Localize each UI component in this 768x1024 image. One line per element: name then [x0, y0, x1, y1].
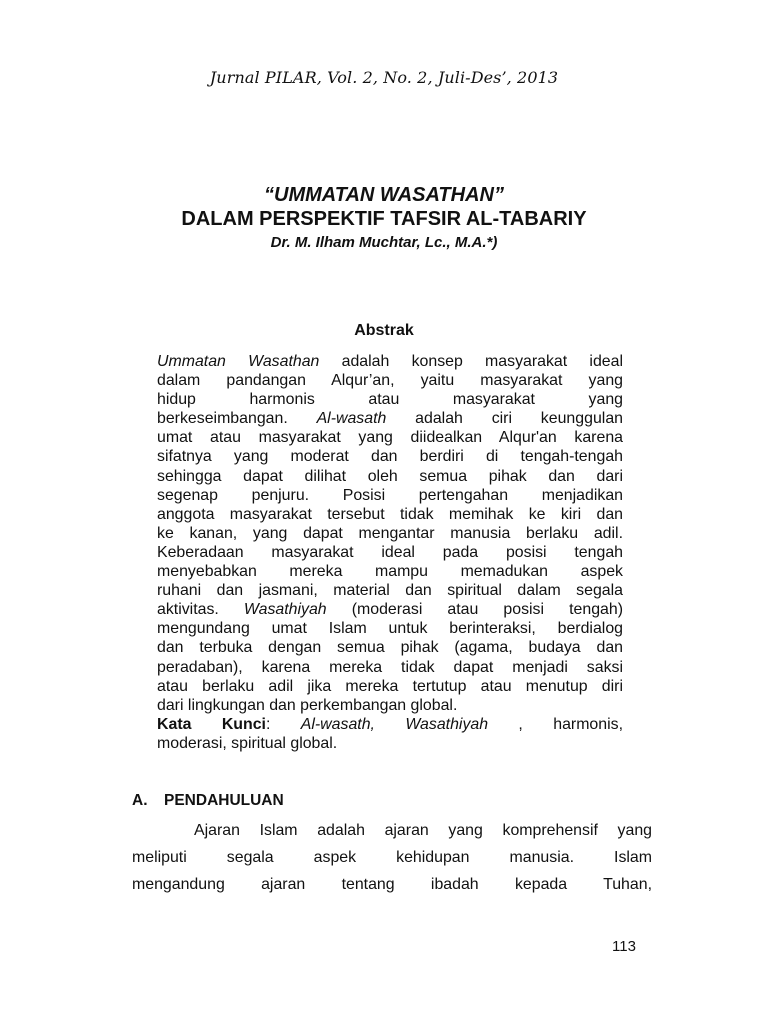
abstract-italic-term: Al-wasath — [316, 410, 387, 428]
abstract-line: aktivitas. Wasathiyah (moderasi atau posisi tengah) — [157, 601, 623, 619]
abstract-line: segenap penjuru. Posisi pertengahan menjadikan — [157, 486, 623, 504]
abstract-body — [157, 352, 623, 753]
keywords-line1 — [157, 715, 623, 734]
abstract-line: dalam pandangan Alqur’an, yaitu masyarakat yang — [157, 372, 623, 390]
abstract-line: Ummatan Wasathan adalah konsep masyarakat ideal — [157, 353, 623, 370]
keywords-colon: : — [265, 715, 271, 733]
abstract-lines — [157, 352, 623, 715]
abstract-line: ke kanan, yang dapat mengantar manusia berlaku adil. — [157, 524, 623, 542]
abstract-line: berkeseimbangan. Al-wasath adalah ciri keunggulan — [157, 410, 623, 428]
keywords — [157, 715, 623, 753]
author-name: Dr. M. Ilham Muchtar, Lc., M.A.*) — [270, 234, 498, 251]
abstract-line: atau berlaku adil jika mereka tertutup atau menutup diri — [157, 677, 623, 695]
article-title-line1: “UMMATAN WASATHAN” — [264, 184, 504, 206]
body-line: meliputi segala aspek kehidupan manusia. Islam — [132, 849, 652, 866]
article-title-line2: DALAM PERSPEKTIF TAFSIR AL-TABARIY — [181, 208, 587, 230]
abstract-italic-term: Ummatan Wasathan — [157, 353, 320, 370]
abstract-line: umat atau masyarakat yang diidealkan Alqur'an karena — [157, 429, 623, 447]
abstract-line: anggota masyarakat tersebut tidak memihak ke kiri dan — [157, 505, 623, 523]
section-number: A. — [132, 792, 148, 809]
abstract-heading: Abstrak — [354, 322, 414, 339]
keywords-italic: Al-wasath, Wasathiyah — [300, 715, 489, 733]
journal-header: Jurnal PILAR, Vol. 2, No. 2, Juli-Des’, 2013 — [209, 68, 559, 87]
keywords-line2: moderasi, spiritual global. — [157, 734, 338, 752]
abstract-line: dan terbuka dengan semua pihak (agama, budaya dan — [157, 639, 623, 657]
abstract-line: peradaban), karena mereka tidak dapat menjadi saksi — [157, 658, 623, 676]
abstract-line: mengundang umat Islam untuk berinteraksi, berdialog — [157, 620, 623, 638]
article-title-block — [0, 183, 768, 253]
section-title: PENDAHULUAN — [164, 792, 284, 809]
body-line: mengandung ajaran tentang ibadah kepada Tuhan, — [132, 876, 652, 893]
abstract-line: hidup harmonis atau masyarakat yang — [157, 391, 623, 409]
body-line: Ajaran Islam adalah ajaran yang komprehensif yang — [194, 822, 652, 839]
abstract-line: sehingga dapat dilihat oleh semua pihak dan dari — [157, 467, 623, 485]
body-text — [132, 817, 652, 898]
keywords-rest1: , harmonis, — [488, 715, 623, 733]
keywords-label: Kata Kunci — [157, 715, 266, 733]
abstract-italic-term: Wasathiyah — [243, 601, 327, 619]
abstract-line: menyebabkan mereka mampu memadukan aspek — [157, 563, 623, 581]
page-number: 113 — [612, 938, 636, 955]
abstract-line: sifatnya yang moderat dan berdiri di tengah-tengah — [157, 448, 623, 466]
abstract-line: dari lingkungan dan perkembangan global. — [157, 696, 458, 714]
abstract-line: ruhani dan jasmani, material dan spiritual dalam segala — [157, 582, 623, 600]
section-heading — [132, 792, 284, 810]
abstract-line: Keberadaan masyarakat ideal pada posisi tengah — [157, 543, 623, 561]
